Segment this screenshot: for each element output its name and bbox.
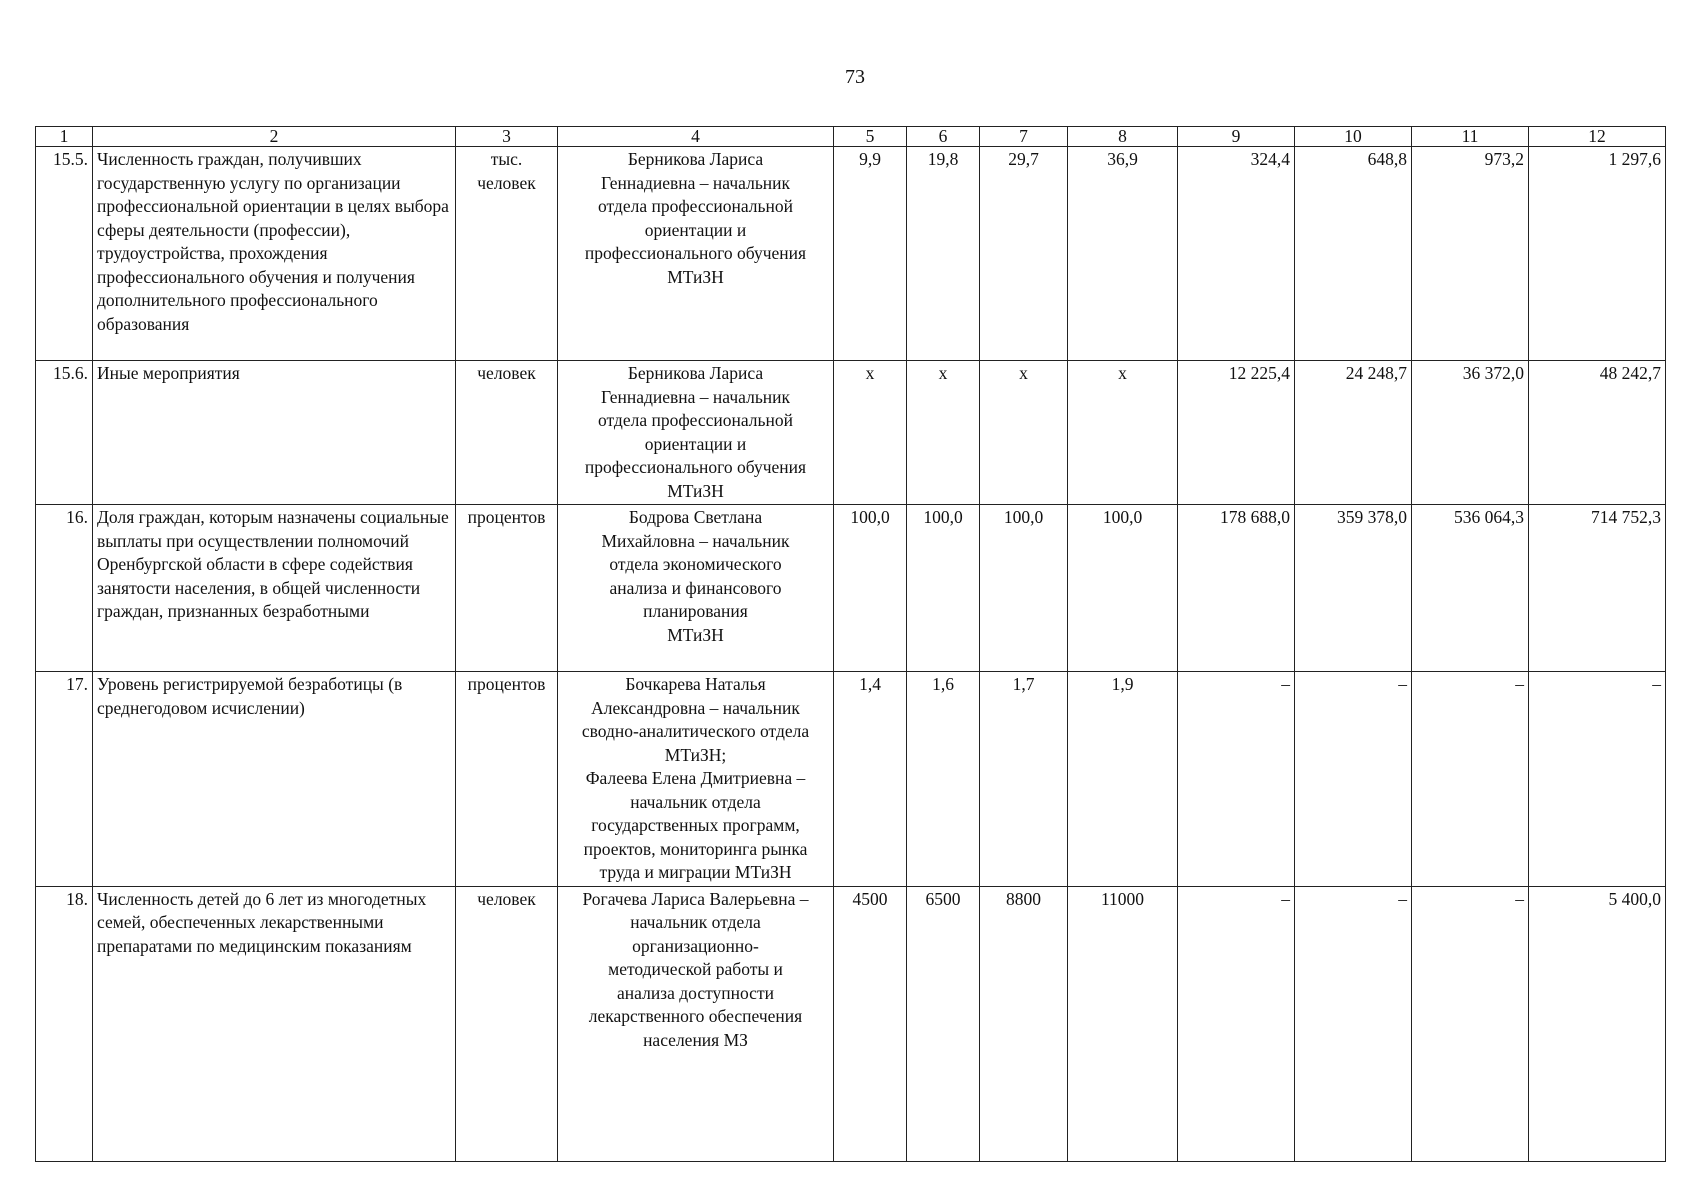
value-col-8: х <box>1068 361 1178 505</box>
value-col-9: 178 688,0 <box>1178 505 1295 672</box>
unit-of-measure: тыс. человек <box>456 147 558 361</box>
value-col-10: 648,8 <box>1295 147 1412 361</box>
unit-of-measure: процентов <box>456 505 558 672</box>
indicator-name: Иные мероприятия <box>93 361 456 505</box>
value-col-7: 8800 <box>980 886 1068 1161</box>
responsible-line: отдела экономического <box>609 554 782 574</box>
responsible-person <box>558 672 834 887</box>
value-col-5: 100,0 <box>834 505 907 672</box>
responsible-line: Геннадиевна – начальник <box>600 172 791 193</box>
responsible-line: МТиЗН; <box>664 744 727 765</box>
responsible-line: лекарственного обеспечения <box>588 1006 803 1026</box>
responsible-line: анализа и финансового <box>609 577 782 598</box>
row-number: 15.5. <box>36 147 93 361</box>
column-header: 11 <box>1412 127 1529 147</box>
value-col-5: 9,9 <box>834 147 907 361</box>
value-col-6: 6500 <box>907 886 980 1161</box>
value-col-10: – <box>1295 672 1412 887</box>
responsible-line: государственных программ, <box>591 815 800 835</box>
row-number: 16. <box>36 505 93 672</box>
responsible-person <box>558 361 834 505</box>
value-col-7: х <box>980 361 1068 505</box>
responsible-person <box>558 147 834 361</box>
column-header: 1 <box>36 127 93 147</box>
value-col-8: 1,9 <box>1068 672 1178 887</box>
value-col-7: 1,7 <box>980 672 1068 887</box>
value-col-12: 48 242,7 <box>1529 361 1666 505</box>
value-col-8: 36,9 <box>1068 147 1178 361</box>
responsible-line: Берникова Лариса <box>627 149 764 169</box>
responsible-line: МТиЗН <box>667 624 724 645</box>
unit-of-measure: человек <box>456 886 558 1161</box>
value-col-12: 714 752,3 <box>1529 505 1666 672</box>
responsible-line: начальник отдела <box>630 791 761 812</box>
value-col-5: 1,4 <box>834 672 907 887</box>
table-row <box>36 505 1666 672</box>
value-col-5: 4500 <box>834 886 907 1161</box>
row-number: 15.6. <box>36 361 93 505</box>
value-col-11: 973,2 <box>1412 147 1529 361</box>
column-header: 5 <box>834 127 907 147</box>
column-header: 3 <box>456 127 558 147</box>
value-col-9: 12 225,4 <box>1178 361 1295 505</box>
responsible-line: Берникова Лариса <box>627 363 764 383</box>
responsible-line: населения МЗ <box>643 1029 748 1050</box>
value-col-6: 100,0 <box>907 505 980 672</box>
indicator-name: Уровень регистрируемой безработицы (в среднегодовом исчислении) <box>93 672 456 887</box>
responsible-person <box>558 505 834 672</box>
value-col-6: х <box>907 361 980 505</box>
value-col-6: 1,6 <box>907 672 980 887</box>
value-col-10: 359 378,0 <box>1295 505 1412 672</box>
responsible-line: Бочкарева Наталья <box>625 674 766 694</box>
responsible-line: Михайловна – начальник <box>601 530 790 551</box>
value-col-9: – <box>1178 672 1295 887</box>
responsible-line: организационно- <box>632 935 759 956</box>
value-col-10: – <box>1295 886 1412 1161</box>
value-col-12: – <box>1529 672 1666 887</box>
column-header: 12 <box>1529 127 1666 147</box>
responsible-line: планирования <box>643 601 748 621</box>
value-col-11: 536 064,3 <box>1412 505 1529 672</box>
table-row <box>36 147 1666 361</box>
table-row <box>36 361 1666 505</box>
responsible-line: труда и миграции МТиЗН <box>599 862 792 882</box>
table-row <box>36 672 1666 887</box>
column-header: 10 <box>1295 127 1412 147</box>
value-col-12: 5 400,0 <box>1529 886 1666 1161</box>
table-row <box>36 886 1666 1161</box>
row-number: 17. <box>36 672 93 887</box>
value-col-5: х <box>834 361 907 505</box>
responsible-line: отдела профессиональной <box>597 196 794 216</box>
responsible-line: профессионального обучения <box>584 243 807 263</box>
value-col-9: – <box>1178 886 1295 1161</box>
responsible-line: профессионального обучения <box>584 457 807 477</box>
value-col-8: 100,0 <box>1068 505 1178 672</box>
responsible-line: Александровна – начальник <box>591 697 800 718</box>
value-col-7: 100,0 <box>980 505 1068 672</box>
column-header: 6 <box>907 127 980 147</box>
indicator-name: Численность граждан, получивших государственную услугу по организации профессиональной ориентации в целях выбора сферы деятельности (профессии), трудоустройства, прохождения профессионального обучения и получения дополнительного профессионального образования <box>93 147 456 361</box>
indicator-name: Доля граждан, которым назначены социальные выплаты при осуществлении полномочий Оренбургской области в сфере содействия занятости населения, в общей численности граждан, признанных безработными <box>93 505 456 672</box>
value-col-8: 11000 <box>1068 886 1178 1161</box>
responsible-line: МТиЗН <box>667 480 724 501</box>
responsible-person <box>558 886 834 1161</box>
value-col-9: 324,4 <box>1178 147 1295 361</box>
responsible-line: ориентации и <box>644 219 747 240</box>
value-col-6: 19,8 <box>907 147 980 361</box>
responsible-line: анализа доступности <box>617 982 774 1003</box>
page-number: 73 <box>845 66 865 88</box>
value-col-7: 29,7 <box>980 147 1068 361</box>
column-header: 8 <box>1068 127 1178 147</box>
value-col-11: 36 372,0 <box>1412 361 1529 505</box>
value-col-11: – <box>1412 672 1529 887</box>
responsible-line: Геннадиевна – начальник <box>600 386 791 407</box>
responsible-line: начальник отдела <box>630 912 761 932</box>
unit-of-measure: процентов <box>456 672 558 887</box>
responsible-line: методической работы и <box>608 959 783 979</box>
responsible-line: ориентации и <box>644 433 747 454</box>
responsible-line: МТиЗН <box>667 266 724 287</box>
column-header: 7 <box>980 127 1068 147</box>
column-header: 9 <box>1178 127 1295 147</box>
responsible-line: отдела профессиональной <box>597 410 794 430</box>
value-col-10: 24 248,7 <box>1295 361 1412 505</box>
column-header: 4 <box>558 127 834 147</box>
value-col-11: – <box>1412 886 1529 1161</box>
column-header: 2 <box>93 127 456 147</box>
row-number: 18. <box>36 886 93 1161</box>
indicator-name: Численность детей до 6 лет из многодетных семей, обеспеченных лекарственными препаратами по медицинским показаниям <box>93 886 456 1161</box>
value-col-12: 1 297,6 <box>1529 147 1666 361</box>
responsible-line: проектов, мониторинга рынка <box>583 838 808 859</box>
responsible-line: Бодрова Светлана <box>628 507 763 527</box>
responsible-line: сводно-аналитического отдела <box>581 721 810 741</box>
unit-of-measure: человек <box>456 361 558 505</box>
responsible-line: Рогачева Лариса Валерьевна – <box>582 888 809 909</box>
column-number-row <box>36 127 1666 147</box>
indicators-table <box>35 126 1666 1162</box>
responsible-line: Фалеева Елена Дмитриевна – <box>585 768 806 788</box>
